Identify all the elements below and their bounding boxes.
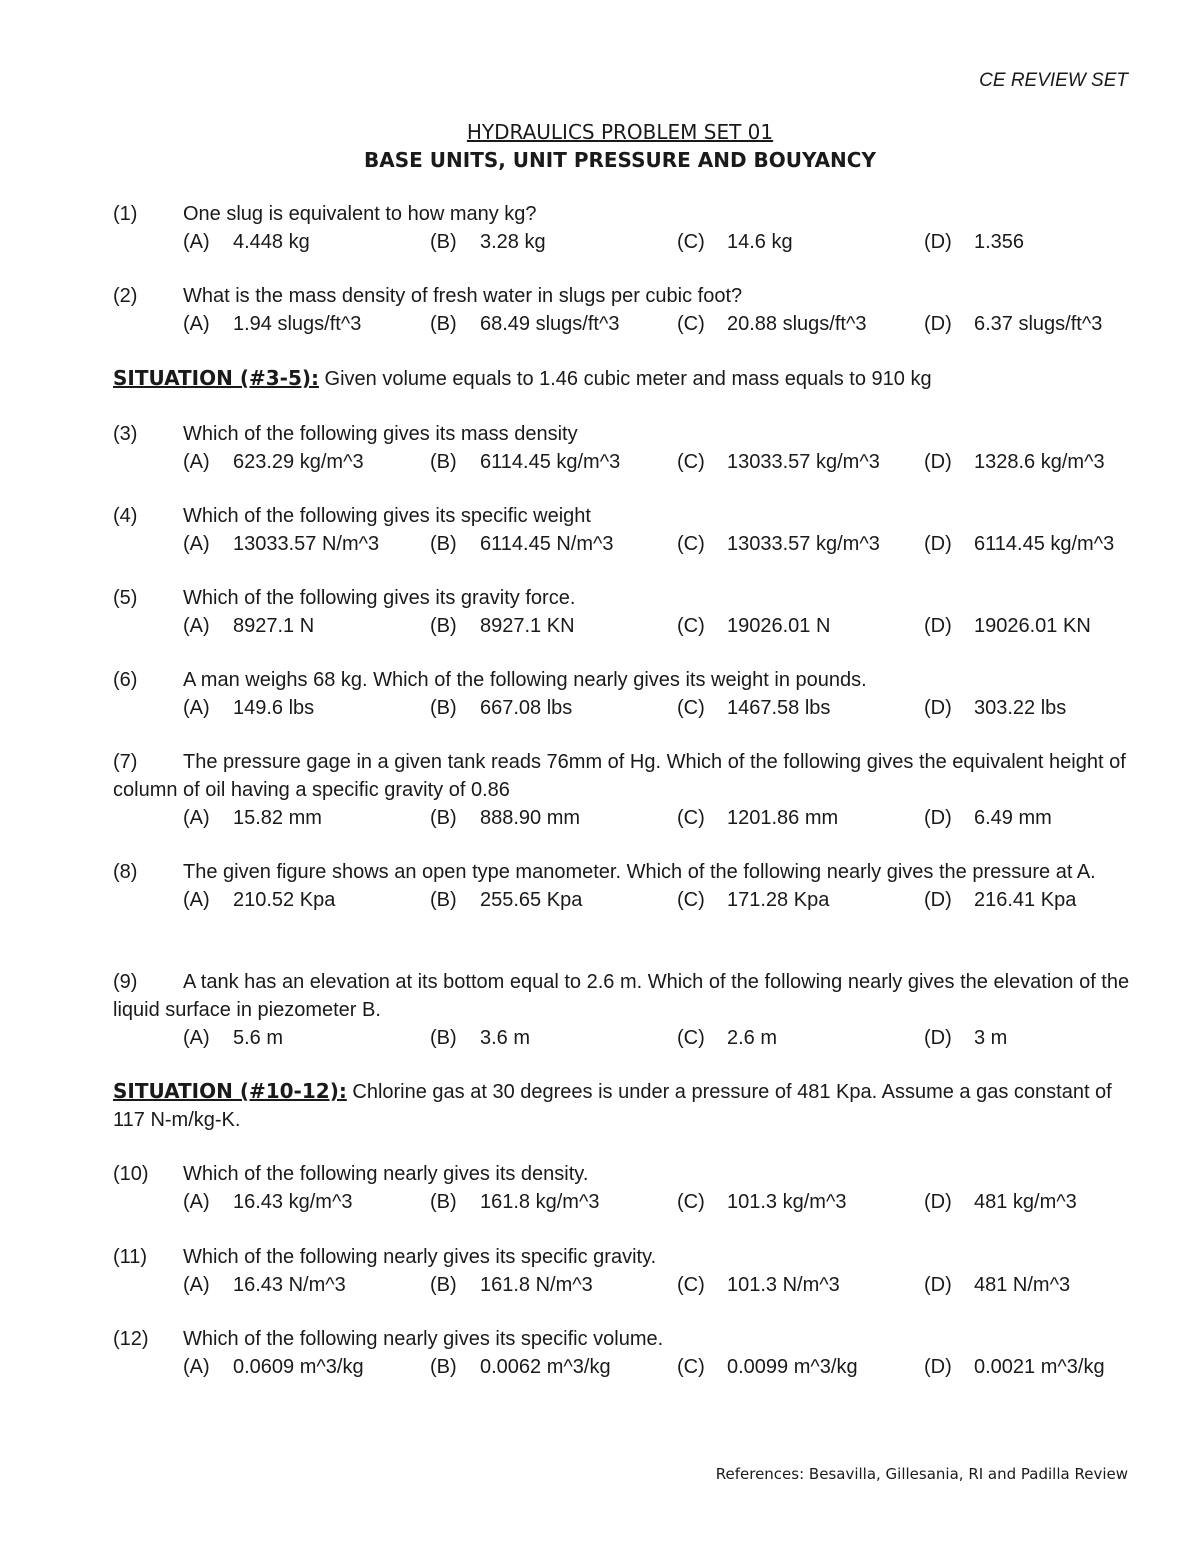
choices xyxy=(113,448,1133,476)
choice-d: (D) 1328.6 kg/m^3 xyxy=(924,451,1105,473)
question-number: (7) xyxy=(113,751,138,773)
question-9 xyxy=(113,968,1133,1052)
question-stem: Which of the following nearly gives its specific gravity. xyxy=(183,1246,657,1268)
question-1 xyxy=(113,200,1133,256)
choice-c: (C) 14.6 kg xyxy=(677,231,793,253)
question-number: (5) xyxy=(113,587,138,609)
choice-c: (C) 13033.57 kg/m^3 xyxy=(677,533,880,555)
choice-a: (A) 16.43 kg/m^3 xyxy=(183,1191,353,1213)
question-stem: A man weighs 68 kg. Which of the following nearly gives its weight in pounds. xyxy=(183,669,867,691)
choice-a: (A) 4.448 kg xyxy=(183,231,310,253)
question-stem: A tank has an elevation at its bottom equal to 2.6 m. Which of the following nearly gives the elevation of the liquid surface in piezometer B. xyxy=(113,971,1130,1021)
question-11 xyxy=(113,1243,1133,1299)
question-stem: The pressure gage in a given tank reads 76mm of Hg. Which of the following gives the equivalent height of column of oil having a specific gravity of 0.86 xyxy=(113,751,1126,801)
choice-d: (D) 303.22 lbs xyxy=(924,697,1067,719)
choice-a: (A) 0.0609 m^3/kg xyxy=(183,1356,364,1378)
question-2 xyxy=(113,282,1133,338)
question-number: (2) xyxy=(113,285,138,307)
choice-d: (D) 1.356 xyxy=(924,231,1025,253)
choice-a: (A) 149.6 lbs xyxy=(183,697,315,719)
choice-a: (A) 16.43 N/m^3 xyxy=(183,1274,346,1296)
choice-c: (C) 101.3 kg/m^3 xyxy=(677,1191,847,1213)
choice-c: (C) 1201.86 mm xyxy=(677,807,839,829)
choices xyxy=(113,530,1133,558)
question-number: (11) xyxy=(113,1246,148,1268)
choice-b: (B) 0.0062 m^3/kg xyxy=(430,1356,611,1378)
title-line-2: BASE UNITS, UNIT PRESSURE AND BOUYANCY xyxy=(364,148,876,172)
choice-c: (C) 171.28 Kpa xyxy=(677,889,830,911)
choice-b: (B) 3.6 m xyxy=(430,1027,531,1049)
question-number: (10) xyxy=(113,1163,149,1185)
question-number: (3) xyxy=(113,423,138,445)
question-10 xyxy=(113,1160,1133,1216)
question-stem: Which of the following nearly gives its specific volume. xyxy=(183,1328,664,1350)
choice-b: (B) 255.65 Kpa xyxy=(430,889,583,911)
choice-d: (D) 3 m xyxy=(924,1027,1008,1049)
question-3 xyxy=(113,420,1133,476)
situation-3-5 xyxy=(113,364,1113,393)
question-stem: Which of the following gives its gravity force. xyxy=(183,587,576,609)
title-line-1: HYDRAULICS PROBLEM SET 01 xyxy=(466,120,774,144)
header-label: CE REVIEW SET xyxy=(979,70,1128,91)
question-number: (9) xyxy=(113,971,138,993)
question-stem: The given figure shows an open type manometer. Which of the following nearly gives the pressure at A. xyxy=(183,861,1096,883)
choice-c: (C) 0.0099 m^3/kg xyxy=(677,1356,858,1378)
choice-d: (D) 216.41 Kpa xyxy=(924,889,1077,911)
situation-label: SITUATION (#3-5): xyxy=(113,366,319,390)
choice-d: (D) 19026.01 KN xyxy=(924,615,1091,637)
situation-label: SITUATION (#10-12): xyxy=(113,1079,347,1103)
question-number: (12) xyxy=(113,1328,149,1350)
choice-b: (B) 667.08 lbs xyxy=(430,697,573,719)
choices xyxy=(113,612,1133,640)
question-stem: Which of the following gives its mass density xyxy=(183,423,578,445)
choice-c: (C) 2.6 m xyxy=(677,1027,778,1049)
choice-a: (A) 8927.1 N xyxy=(183,615,315,637)
choices xyxy=(113,310,1133,338)
choice-c: (C) 19026.01 N xyxy=(677,615,831,637)
question-6 xyxy=(113,666,1133,722)
choice-a: (A) 15.82 mm xyxy=(183,807,322,829)
choice-c: (C) 13033.57 kg/m^3 xyxy=(677,451,880,473)
question-stem: What is the mass density of fresh water in slugs per cubic foot? xyxy=(183,285,743,307)
question-5 xyxy=(113,584,1133,640)
choice-a: (A) 210.52 Kpa xyxy=(183,889,336,911)
question-number: (4) xyxy=(113,505,138,527)
question-number: (1) xyxy=(113,203,138,225)
choice-b: (B) 8927.1 KN xyxy=(430,615,575,637)
references-footer: References: Besavilla, Gillesania, RI and Padilla Review xyxy=(715,1465,1128,1483)
situation-10-12 xyxy=(113,1077,1113,1134)
choice-a: (A) 623.29 kg/m^3 xyxy=(183,451,364,473)
question-number: (6) xyxy=(113,669,138,691)
choice-a: (A) 1.94 slugs/ft^3 xyxy=(183,313,362,335)
choices xyxy=(113,886,1133,914)
choices xyxy=(113,1024,1133,1052)
choice-c: (C) 1467.58 lbs xyxy=(677,697,831,719)
situation-text: Chlorine gas at 30 degrees is under a pressure of 481 Kpa. Assume a gas constant of 117 N-m/kg-K. xyxy=(113,1081,1112,1131)
choices xyxy=(113,804,1133,832)
choice-b: (B) 161.8 kg/m^3 xyxy=(430,1191,600,1213)
question-stem: Which of the following nearly gives its density. xyxy=(183,1163,589,1185)
choice-d: (D) 6.49 mm xyxy=(924,807,1052,829)
choice-c: (C) 101.3 N/m^3 xyxy=(677,1274,840,1296)
question-stem: One slug is equivalent to how many kg? xyxy=(183,203,537,225)
question-12 xyxy=(113,1325,1133,1381)
document-title xyxy=(0,118,1200,174)
choice-d: (D) 481 N/m^3 xyxy=(924,1274,1071,1296)
choice-a: (A) 13033.57 N/m^3 xyxy=(183,533,380,555)
choice-b: (B) 68.49 slugs/ft^3 xyxy=(430,313,620,335)
choice-b: (B) 888.90 mm xyxy=(430,807,581,829)
choice-b: (B) 6114.45 kg/m^3 xyxy=(430,451,621,473)
choice-d: (D) 6.37 slugs/ft^3 xyxy=(924,313,1103,335)
choice-b: (B) 6114.45 N/m^3 xyxy=(430,533,614,555)
choice-d: (D) 0.0021 m^3/kg xyxy=(924,1356,1105,1378)
question-number: (8) xyxy=(113,861,138,883)
choices xyxy=(113,1188,1133,1216)
choice-c: (C) 20.88 slugs/ft^3 xyxy=(677,313,867,335)
question-8 xyxy=(113,858,1133,914)
choices xyxy=(113,1271,1133,1299)
choice-b: (B) 161.8 N/m^3 xyxy=(430,1274,593,1296)
choice-b: (B) 3.28 kg xyxy=(430,231,546,253)
choice-a: (A) 5.6 m xyxy=(183,1027,284,1049)
choices xyxy=(113,1353,1133,1381)
question-4 xyxy=(113,502,1133,558)
choice-d: (D) 6114.45 kg/m^3 xyxy=(924,533,1115,555)
choices xyxy=(113,694,1133,722)
question-7 xyxy=(113,748,1133,832)
question-stem: Which of the following gives its specific weight xyxy=(183,505,591,527)
choice-d: (D) 481 kg/m^3 xyxy=(924,1191,1077,1213)
situation-text: Given volume equals to 1.46 cubic meter and mass equals to 910 kg xyxy=(319,368,932,390)
choices xyxy=(113,228,1133,256)
